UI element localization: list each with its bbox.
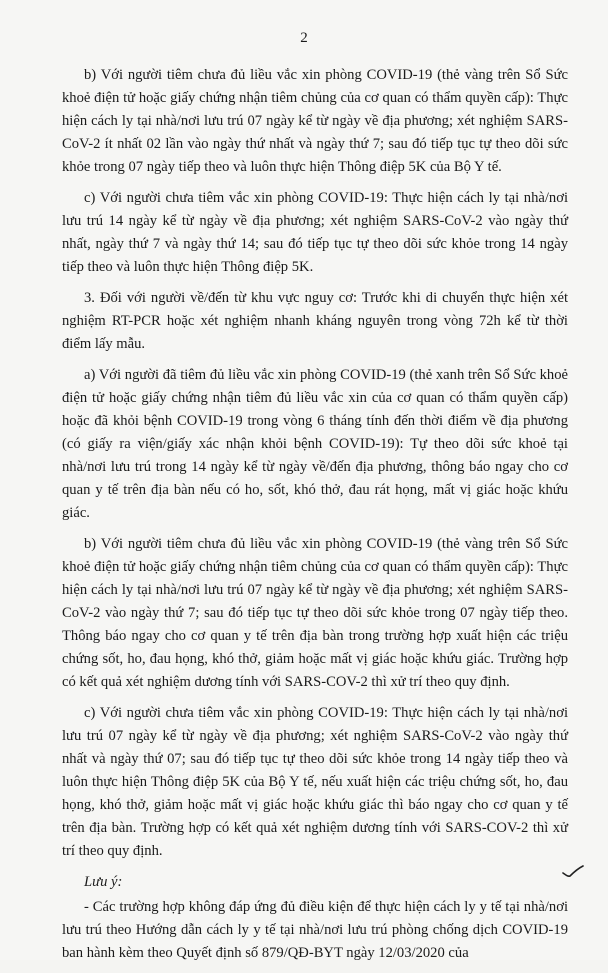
handwritten-tick-mark (562, 864, 584, 878)
paragraph-3b-partial-vaccinated: b) Với người tiêm chưa đủ liều vắc xin phòng COVID-19 (thẻ vàng trên Sổ Sức khoẻ điện tử hoặc giấy chứng nhận tiêm chủng của cơ quan có thẩm quyền cấp): Thực hiện cách ly tại nhà/nơi lưu trú 07 ngày kể từ ngày về địa phương; xét nghiệm SARS-CoV-2 vào ngày thứ 7; sau đó tiếp tục tự theo dõi sức khỏe trong 07 ngày tiếp theo. Thông báo ngay cho cơ quan y tế trên địa bàn trong trường hợp xuất hiện các triệu chứng sốt, ho, đau họng, khó thở, giảm hoặc mất vị giác hoặc khứu giác. Trường hợp có kết quả xét nghiệm dương tính với SARS-COV-2 thì xử trí theo quy định. (62, 536, 568, 690)
note-paragraph: - Các trường hợp không đáp ứng đủ điều kiện để thực hiện cách ly y tế tại nhà/nơi lưu trú theo Hướng dẫn cách ly y tế tại nhà/nơi lưu trú phòng chống dịch COVID-19 ban hành kèm theo Quyết định số 879/QĐ-BYT ngày 12/03/2020 của (62, 899, 568, 961)
paragraph-1b-partial-vaccinated: b) Với người tiêm chưa đủ liều vắc xin phòng COVID-19 (thẻ vàng trên Sổ Sức khoẻ điện tử hoặc giấy chứng nhận tiêm chủng của cơ quan có thẩm quyền cấp): Thực hiện cách ly tại nhà/nơi lưu trú 07 ngày kể từ ngày về địa phương; xét nghiệm SARS-CoV-2 ít nhất 02 lần vào ngày thứ nhất và ngày thứ 7; sau đó tiếp tục tự theo dõi sức khỏe trong 07 ngày tiếp theo và luôn thực hiện Thông điệp 5K của Bộ Y tế. (62, 67, 568, 175)
note-heading: Lưu ý: (84, 874, 123, 890)
paragraph-3a-fully-vaccinated: a) Với người đã tiêm đủ liều vắc xin phòng COVID-19 (thẻ xanh trên Sổ Sức khoẻ điện tử hoặc giấy chứng nhận tiêm đủ liều vắc xin của cơ quan có thẩm quyền cấp) hoặc đã khỏi bệnh COVID-19 trong vòng 6 tháng tính đến thời điểm về địa phương (có giấy ra viện/giấy xác nhận khỏi bệnh COVID-19): Tự theo dõi sức khoẻ tại nhà/nơi lưu trú trong 14 ngày kể từ ngày về/đến địa phương, thông báo ngay cho cơ quan y tế trên địa bàn nếu có ho, sốt, khó thở, đau rát họng, mất vị giác hoặc khứu giác. (62, 367, 568, 521)
document-body (62, 64, 568, 973)
paragraph-3-risk-area: 3. Đối với người về/đến từ khu vực nguy cơ: Trước khi di chuyển thực hiện xét nghiệm RT-PCR hoặc xét nghiệm nhanh kháng nguyên trong vòng 72h kể từ thời điểm lấy mẫu. (62, 290, 568, 352)
page-number: 2 (300, 30, 308, 46)
paragraph-3c-unvaccinated: c) Với người chưa tiêm vắc xin phòng COVID-19: Thực hiện cách ly tại nhà/nơi lưu trú 07 ngày kể từ ngày về địa phương; xét nghiệm SARS-CoV-2 vào ngày thứ nhất và ngày thứ 07; sau đó tiếp tục tự theo dõi sức khỏe trong 14 ngày tiếp theo và luôn thực hiện Thông điệp 5K của Bộ Y tế, nếu xuất hiện các triệu chứng sốt, ho, đau họng, khó thở, giảm hoặc mất vị giác hoặc khứu giác thì báo ngay cho cơ quan y tế trên địa bàn. Trường hợp có kết quả xét nghiệm dương tính với SARS-COV-2 thì xử trí theo quy định. (62, 705, 568, 859)
paragraph-1c-unvaccinated: c) Với người chưa tiêm vắc xin phòng COVID-19: Thực hiện cách ly tại nhà/nơi lưu trú 14 ngày kể từ ngày về địa phương; xét nghiệm SARS-CoV-2 vào ngày thứ nhất, ngày thứ 7 và ngày thứ 14; sau đó tiếp tục tự theo dõi sức khỏe trong 14 ngày tiếp theo và luôn thực hiện Thông điệp 5K. (62, 190, 568, 275)
